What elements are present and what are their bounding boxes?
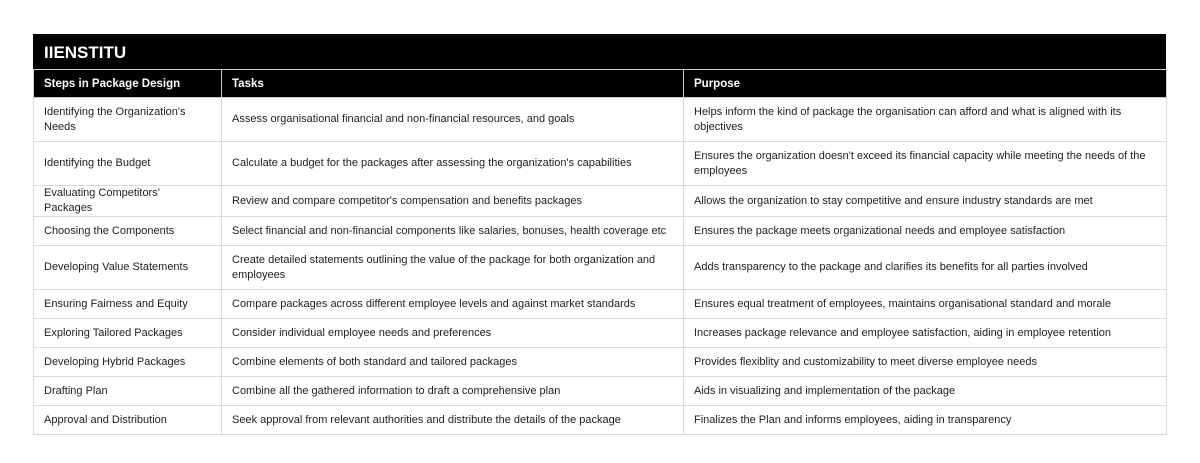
table-row [34,406,1167,435]
purpose-cell: Aids in visualizing and implementation of the package [684,377,1167,406]
step-cell: Developing Value Statements [34,246,222,290]
header-tasks: Tasks [222,70,684,98]
purpose-cell: Ensures the organization doesn't exceed its financial capacity while meeting the needs of the employees [684,142,1167,186]
purpose-cell: Increases package relevance and employee satisfaction, aiding in employee retention [684,319,1167,348]
table-row [34,98,1167,142]
task-cell: Create detailed statements outlining the value of the package for both organization and employees [222,246,684,290]
step-cell: Exploring Tailored Packages [34,319,222,348]
task-cell: Select financial and non-financial components like salaries, bonuses, health coverage etc [222,217,684,246]
header-purpose: Purpose [684,70,1167,98]
purpose-cell: Ensures the package meets organizational needs and employee satisfaction [684,217,1167,246]
purpose-cell: Ensures equal treatment of employees, maintains organisational standard and morale [684,290,1167,319]
purpose-cell: Finalizes the Plan and informs employees, aiding in transparency [684,406,1167,435]
package-design-table [33,69,1167,435]
purpose-cell: Provides flexiblity and customizability to meet diverse employee needs [684,348,1167,377]
table-row [34,186,1167,217]
purpose-cell: Allows the organization to stay competitive and ensure industry standards are met [684,186,1167,217]
task-cell: Combine elements of both standard and tailored packages [222,348,684,377]
table-row [34,217,1167,246]
task-cell: Assess organisational financial and non-financial resources, and goals [222,98,684,142]
table-row [34,246,1167,290]
step-cell: Identifying the Budget [34,142,222,186]
step-cell: Approval and Distribution [34,406,222,435]
step-cell: Ensuring Fairness and Equity [34,290,222,319]
step-cell: Evaluating Competitors' Packages [34,186,222,217]
purpose-cell: Helps inform the kind of package the organisation can afford and what is aligned with its objectives [684,98,1167,142]
table-header-row [34,70,1167,98]
task-cell: Review and compare competitor's compensation and benefits packages [222,186,684,217]
task-cell: Calculate a budget for the packages after assessing the organization's capabilities [222,142,684,186]
table-row [34,142,1167,186]
task-cell: Consider individual employee needs and preferences [222,319,684,348]
step-cell: Identifying the Organization's Needs [34,98,222,142]
table-row [34,377,1167,406]
header-steps: Steps in Package Design [34,70,222,98]
table-row [34,290,1167,319]
task-cell: Seek approval from relevant authorities and distribute the details of the package [222,406,684,435]
package-design-table-container [33,34,1166,435]
step-cell: Choosing the Components [34,217,222,246]
brand-title: IIENSTITU [33,34,1166,69]
table-row [34,348,1167,377]
step-cell: Drafting Plan [34,377,222,406]
step-cell: Developing Hybrid Packages [34,348,222,377]
table-row [34,319,1167,348]
task-cell: Compare packages across different employee levels and against market standards [222,290,684,319]
purpose-cell: Adds transparency to the package and clarifies its benefits for all parties involved [684,246,1167,290]
task-cell: Combine all the gathered information to draft a comprehensive plan [222,377,684,406]
